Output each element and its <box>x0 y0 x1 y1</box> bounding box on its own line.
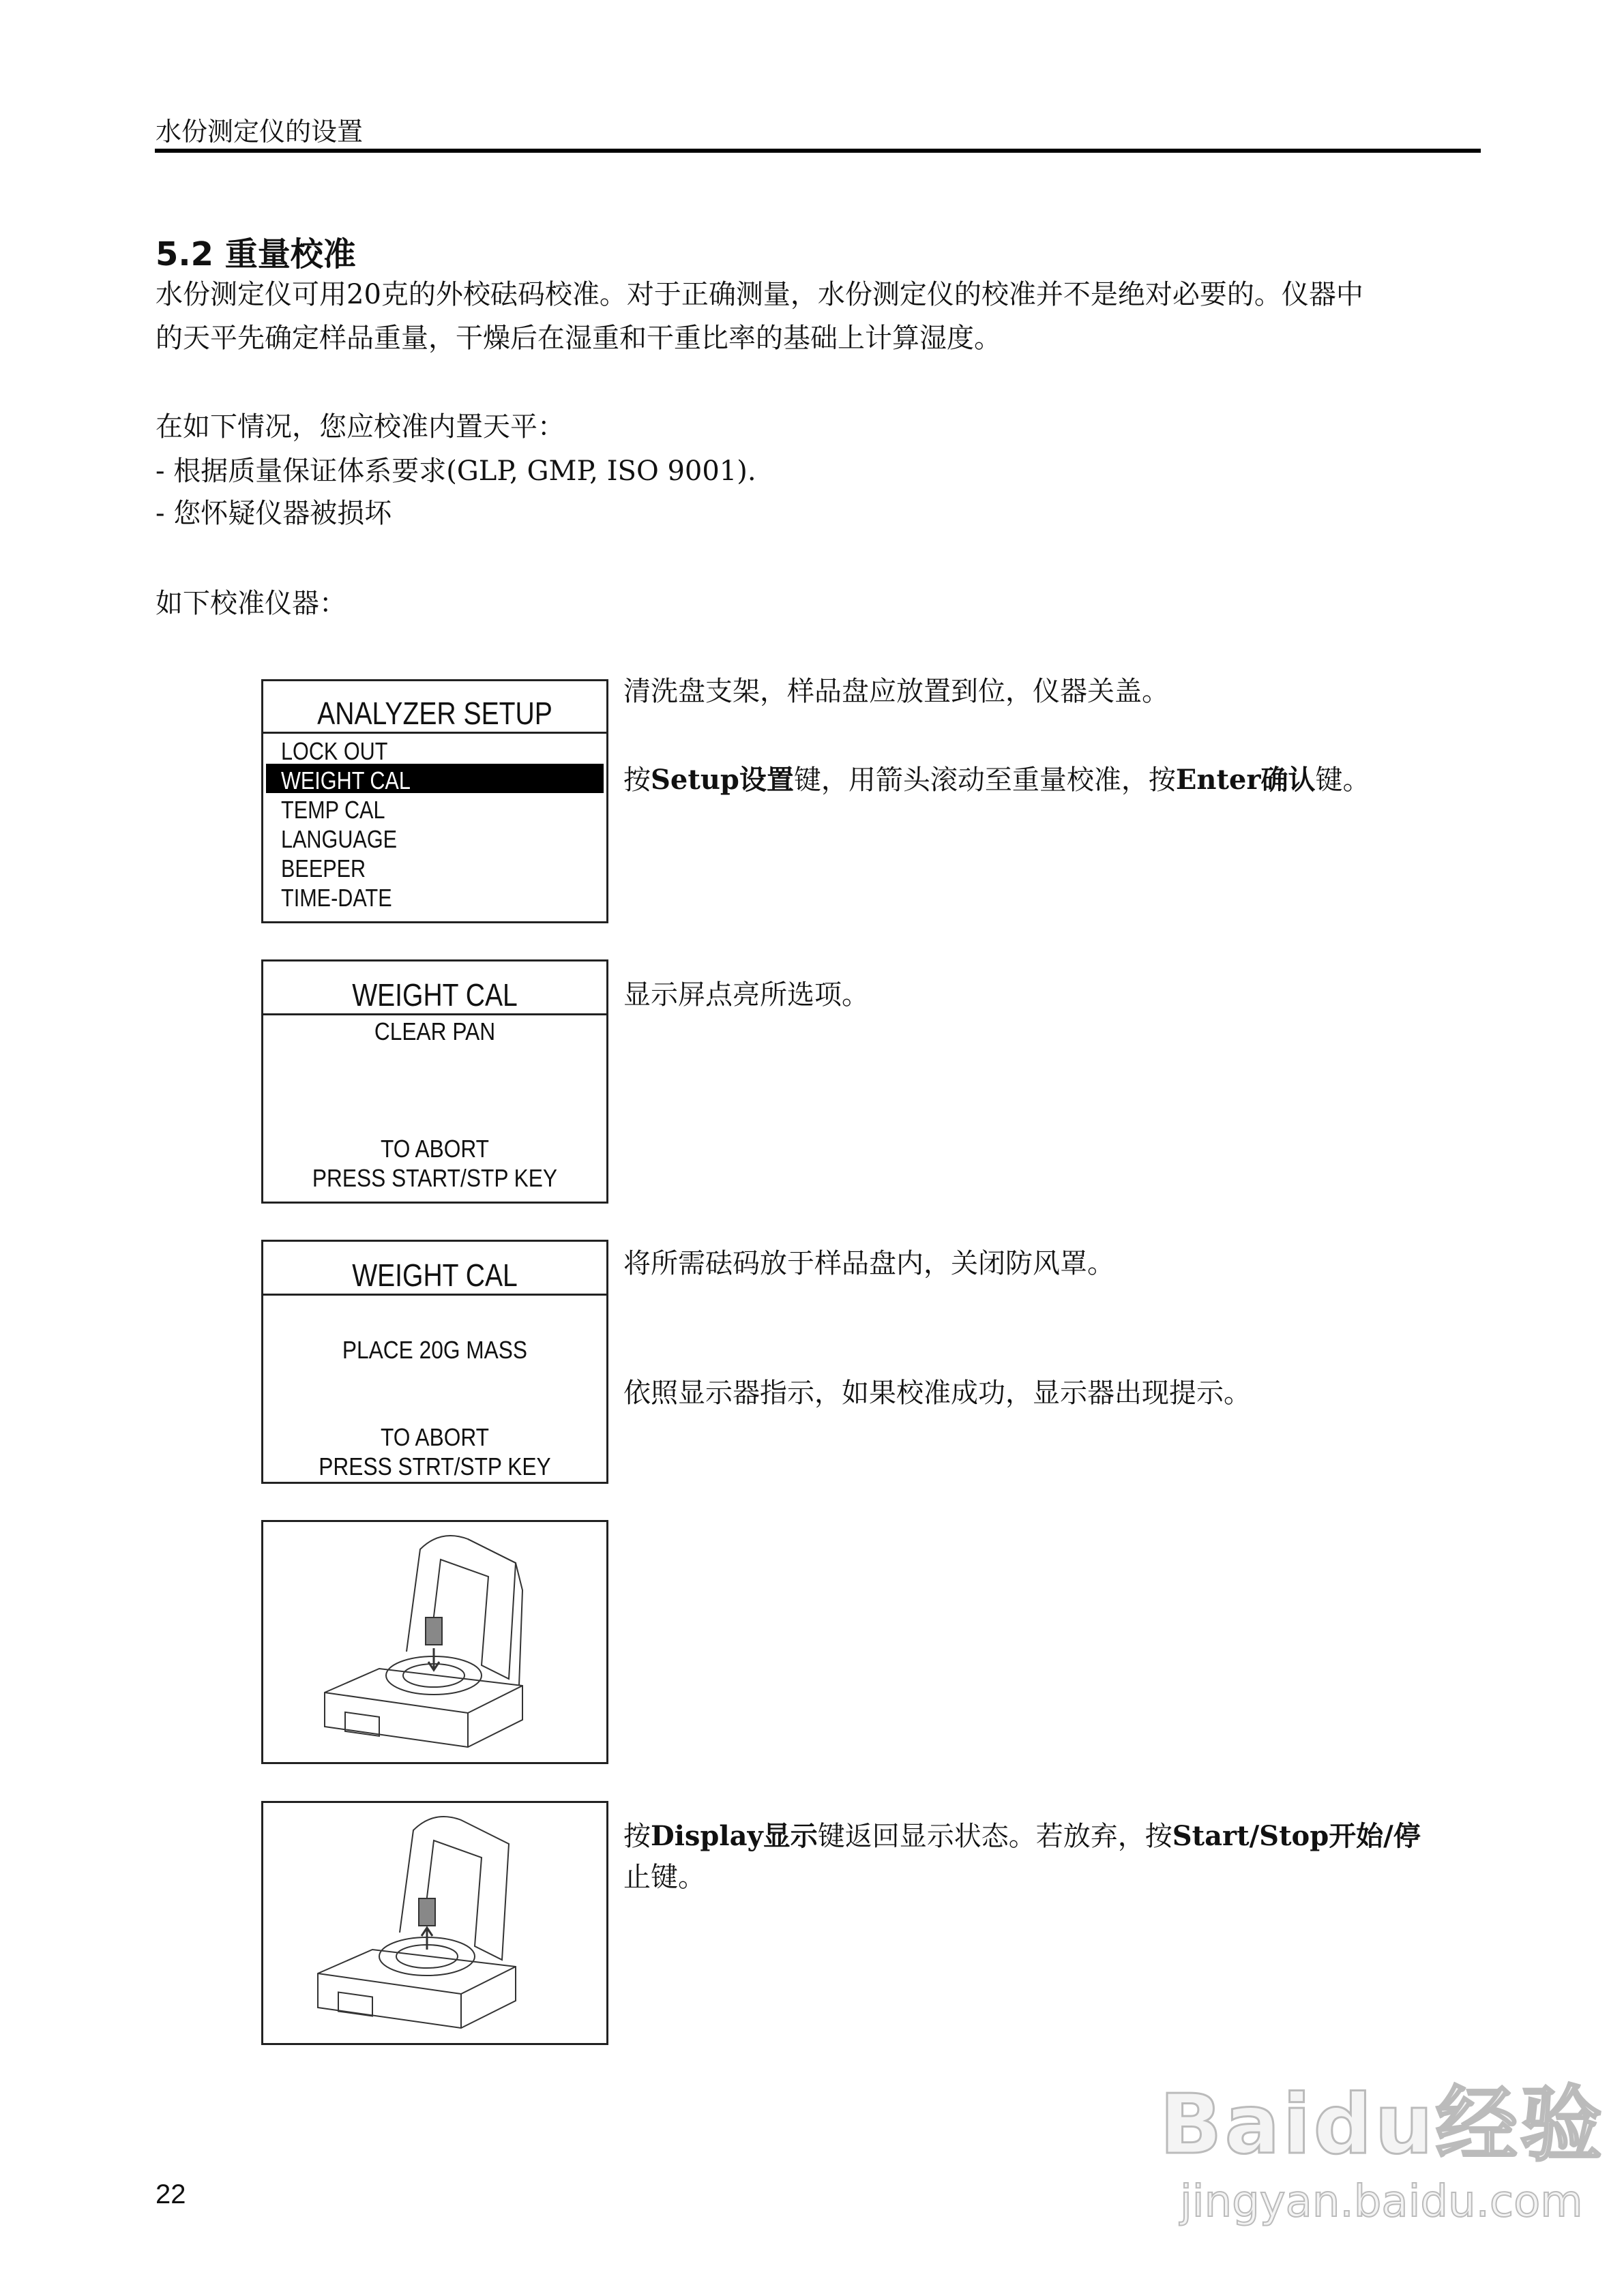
screen-title: ANALYZER SETUP <box>317 696 552 731</box>
analyzer-weight-down-illustration <box>263 1522 606 1762</box>
illustration-place-weight <box>261 1520 608 1764</box>
section-title: 5.2 重量校准 <box>156 235 356 273</box>
step-5-text: 依照显示器指示，如果校准成功，显示器出现提示。 <box>623 1377 1251 1409</box>
text: 按 <box>623 1821 651 1852</box>
text: 键，用箭头滚动至重量校准，按 <box>793 764 1176 796</box>
screen-line: CLEAR PAN <box>374 1017 496 1045</box>
text: 键返回显示状态。若放弃，按 <box>817 1821 1172 1852</box>
screen-title: WEIGHT CAL <box>352 977 518 1013</box>
menu-item-lock-out: LOCK OUT <box>281 737 388 765</box>
text: 按 <box>623 764 651 796</box>
condition-item: - 根据质量保证体系要求(GLP, GMP, ISO 9001). <box>156 456 756 487</box>
screen-divider <box>263 1294 606 1296</box>
watermark-brand: Baidu经验 <box>1160 2078 1605 2173</box>
menu-item-temp-cal: TEMP CAL <box>281 796 385 824</box>
screen-title: WEIGHT CAL <box>352 1257 518 1293</box>
baidu-watermark <box>1160 2059 1605 2227</box>
header-rule <box>155 149 1481 153</box>
start-stop-key-label: Start/Stop开始/停 <box>1172 1820 1421 1852</box>
step-2-text <box>623 765 1370 795</box>
step-3-text: 显示屏点亮所选项。 <box>623 979 869 1011</box>
screen-line: PLACE 20G MASS <box>342 1336 528 1364</box>
screen-line: TO ABORT <box>380 1135 490 1163</box>
menu-item-time-date: TIME-DATE <box>281 884 392 912</box>
display-weight-cal-clear-pan <box>261 959 608 1204</box>
analyzer-weight-up-illustration <box>263 1803 606 2043</box>
conditions-lead: 在如下情况，您应校准内置天平： <box>156 411 565 443</box>
intro-line-2: 的天平先确定样品重量，干燥后在湿重和干重比率的基础上计算湿度。 <box>156 323 1001 354</box>
step-4-text: 将所需砝码放于样品盘内，关闭防风罩。 <box>623 1248 1114 1279</box>
step-6-text <box>623 1821 1421 1851</box>
page-number: 22 <box>156 2179 186 2209</box>
screen-line: TO ABORT <box>380 1423 490 1451</box>
screen-divider <box>263 732 606 734</box>
step-1-text: 清洗盘支架，样品盘应放置到位，仪器关盖。 <box>623 676 1169 707</box>
display-key-label: Display显示 <box>651 1820 818 1852</box>
illustration-remove-weight <box>261 1801 608 2045</box>
menu-item-language: LANGUAGE <box>281 825 398 853</box>
watermark-url: jingyan.baidu.com <box>1180 2177 1583 2227</box>
screen-line: PRESS START/STP KEY <box>312 1164 558 1192</box>
intro-line-1: 水份测定仪可用20克的外校砝码校准。对于正确测量，水份测定仪的校准并不是绝对必要的。仪器中 <box>156 279 1363 310</box>
screen-divider <box>263 1013 606 1015</box>
step-6-text-cont: 止键。 <box>623 1862 705 1893</box>
screen-line: PRESS STRT/STP KEY <box>319 1452 551 1480</box>
display-weight-cal-place-mass <box>261 1240 608 1484</box>
condition-item: - 您怀疑仪器被损坏 <box>156 498 392 529</box>
menu-item-beeper: BEEPER <box>281 854 366 882</box>
setup-key-label: Setup设置 <box>651 764 794 796</box>
text: 键。 <box>1315 764 1370 796</box>
menu-item-weight-cal: WEIGHT CAL <box>281 766 411 794</box>
display-analyzer-setup <box>261 679 608 923</box>
procedure-lead: 如下校准仪器： <box>156 588 346 619</box>
running-header: 水份测定仪的设置 <box>156 117 364 147</box>
enter-key-label: Enter确认 <box>1175 764 1316 796</box>
